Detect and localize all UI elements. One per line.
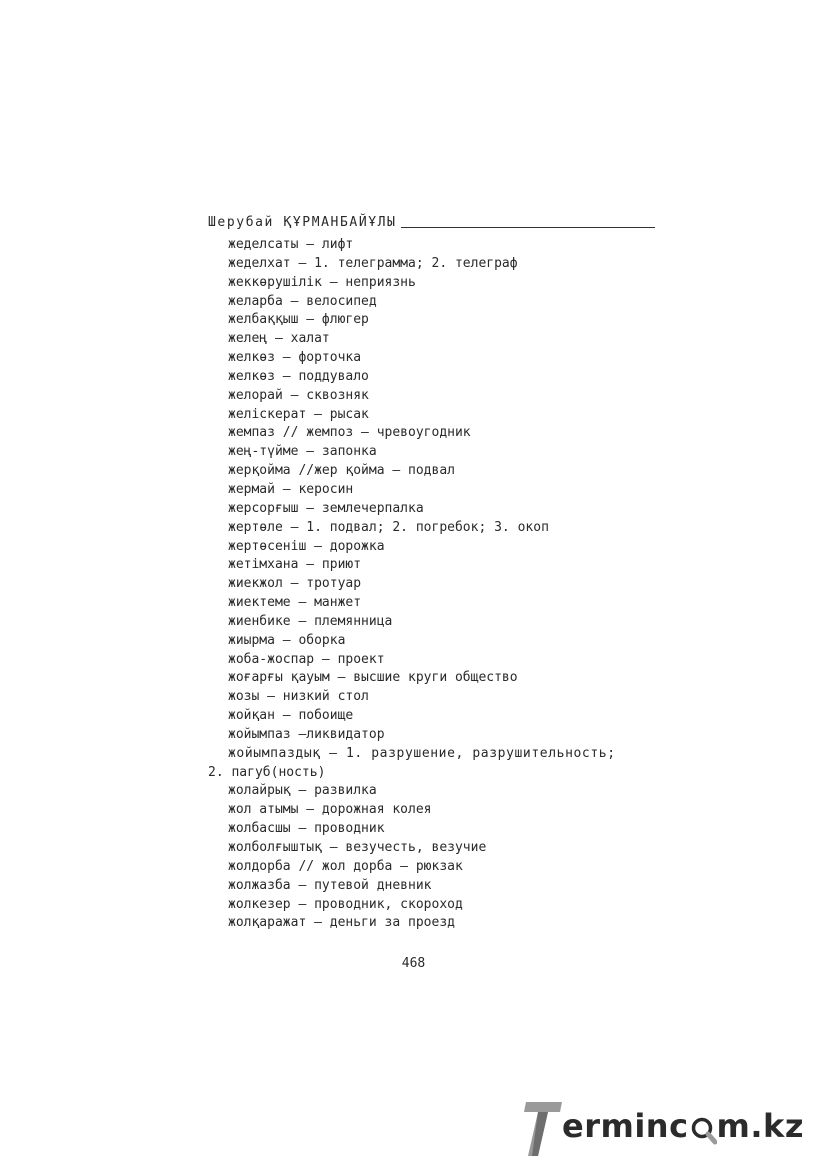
dictionary-entry: жолжазба – путевой дневник xyxy=(228,877,432,893)
dictionary-entry: жерсорғыш – землечерпалка xyxy=(228,500,424,516)
page-header xyxy=(208,211,655,231)
dictionary-entry: жолқаражат – деньги за проезд xyxy=(228,915,455,931)
header-rule xyxy=(401,227,655,228)
dictionary-entry: жең-түйме – запонка xyxy=(228,444,377,460)
dictionary-entry: жолкезер – проводник, скороход xyxy=(228,896,463,912)
dictionary-entry: жеккөрушілік – неприязнь xyxy=(228,274,416,290)
author-name: Шерубай ҚҰРМАНБАЙҰЛЫ xyxy=(208,215,397,230)
logo-text-part1: erminc xyxy=(562,1107,689,1145)
dictionary-entries xyxy=(208,236,658,933)
dictionary-entry: жетімхана – приют xyxy=(228,557,362,573)
dictionary-entry: жиенбике – племянница xyxy=(228,613,393,629)
dictionary-entry: жолбасшы – проводник xyxy=(228,821,385,837)
dictionary-entry: жозы – низкий стол xyxy=(228,689,369,705)
dictionary-entry: жолайрық – развилка xyxy=(228,783,377,799)
dictionary-entry: желіскерат – рысак xyxy=(228,406,369,422)
logo-t-icon xyxy=(524,1100,564,1158)
dictionary-entry: жиырма – оборка xyxy=(228,632,346,648)
dictionary-entry: желорай – сквозняк xyxy=(228,387,369,403)
logo-text-part2: m.kz xyxy=(716,1107,804,1145)
dictionary-entry: жерқойма //жер қойма – подвал xyxy=(228,463,455,479)
termincom-logo xyxy=(524,1100,824,1160)
dictionary-entry: жертөсеніш – дорожка xyxy=(228,538,385,554)
dictionary-entry: жиекжол – тротуар xyxy=(228,576,362,592)
dictionary-entry: жермай – керосин xyxy=(228,481,354,497)
dictionary-entry: жертөле – 1. подвал; 2. погребок; 3. окоп xyxy=(228,519,549,535)
dictionary-entry: жемпаз // жемпоз – чревоугодник xyxy=(228,425,471,441)
dictionary-entry: жеделхат – 1. телеграмма; 2. телеграф xyxy=(228,255,518,271)
page-number: 468 xyxy=(401,956,426,971)
dictionary-entry-continuation: 2. пагуб(ность) xyxy=(208,764,326,780)
dictionary-entry: жол атымы – дорожная колея xyxy=(228,802,432,818)
dictionary-entry: желең – халат xyxy=(228,331,330,347)
dictionary-entry: жойымпаздық – 1. разрушение, разрушительность; xyxy=(228,745,616,761)
dictionary-entry: жойқан – побоище xyxy=(228,708,354,724)
dictionary-entry: желкөз – форточка xyxy=(228,350,362,366)
dictionary-entry: жоба-жоспар – проект xyxy=(228,651,385,667)
dictionary-entry: жолболғыштық – везучесть, везучие xyxy=(228,840,487,855)
dictionary-entry: желбаққыш – флюгер xyxy=(228,312,369,328)
dictionary-entry: желкөз – поддувало xyxy=(228,368,369,384)
logo-wordmark xyxy=(562,1106,804,1146)
dictionary-entry: желарба – велосипед xyxy=(228,293,377,309)
dictionary-entry: жоғарғы қауым – высшие круги общество xyxy=(228,670,518,686)
dictionary-entry: жойымпаз –ликвидатор xyxy=(228,726,385,742)
dictionary-entry: жеделсаты – лифт xyxy=(228,237,354,252)
dictionary-entry: жиектеме – манжет xyxy=(228,595,362,611)
dictionary-entry: жолдорба // жол дорба – рюкзак xyxy=(228,858,463,874)
magnifier-o-icon xyxy=(689,1106,717,1146)
